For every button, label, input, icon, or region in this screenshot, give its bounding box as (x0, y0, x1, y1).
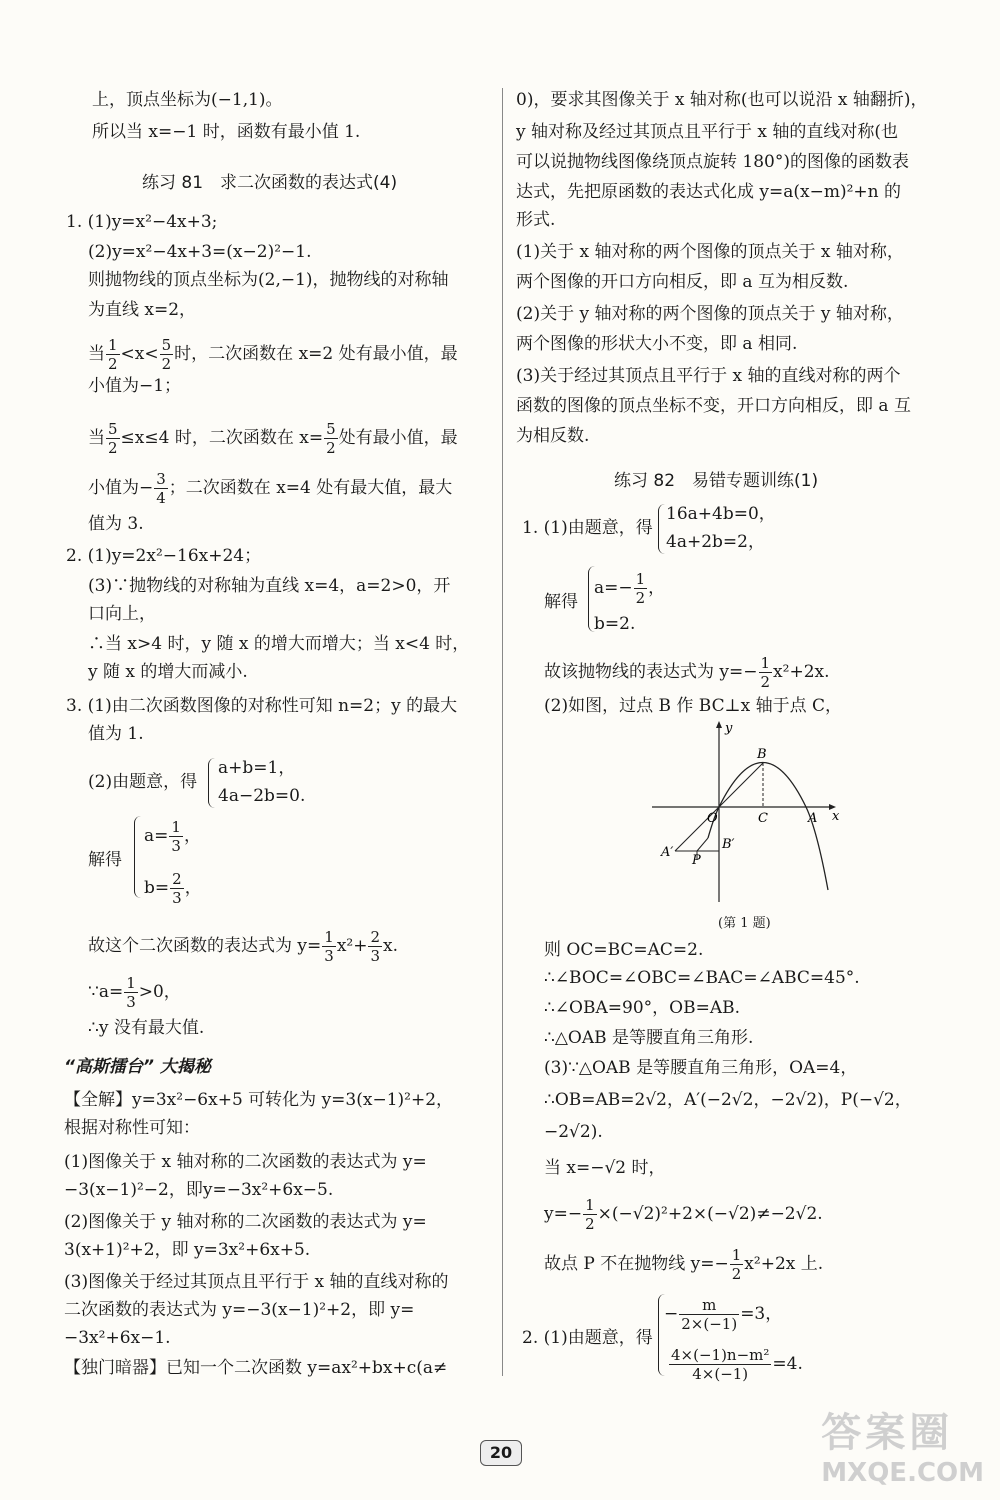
text-part: 故这个二次函数的表达式为 y= (88, 936, 322, 956)
text-part: 处有最小值，最 (338, 428, 458, 448)
text-line (88, 974, 181, 1011)
text-line: 形式. (516, 210, 556, 230)
text-line: −3x²+6x−1. (64, 1328, 171, 1348)
text-line: (3)∵抛物线的对称轴为直线 x=4，a=2>0，开 (88, 576, 451, 596)
numerator: 1 (126, 974, 136, 992)
text-line: 【全解】y=3x²−6x+5 可转化为 y=3(x−1)²+2， (64, 1090, 454, 1110)
text-line: 为直线 x=2， (88, 300, 197, 320)
text-line: 两个图像的形状大小不变，即 a 相同. (516, 334, 798, 354)
text-line: ∴OB=AB=2√2，A′(−2√2，−2√2)，P(−√2， (544, 1090, 912, 1110)
numerator: 2 (172, 870, 182, 888)
y-axis-arrow (716, 721, 722, 728)
label-o: O (707, 811, 718, 826)
fraction (169, 818, 183, 855)
text-line: 函数的图像的顶点坐标不变，开口方向相反，即 a 互 (516, 396, 911, 416)
text-part: 当 (88, 344, 105, 364)
text-line: (2)由题意，得 (88, 772, 198, 792)
numerator: 1 (731, 1246, 742, 1264)
denominator: 2 (108, 439, 118, 457)
segment-p (697, 838, 708, 851)
text-line: 根据对称性可知： (64, 1118, 200, 1138)
text-line (544, 654, 830, 691)
equation: − $\frac{m}{2\times(-1)}$ =3， (664, 1296, 783, 1333)
text-part: x²+2x. (773, 662, 830, 682)
fraction (106, 420, 120, 457)
denominator: 2 (161, 355, 172, 373)
fraction (679, 1296, 739, 1333)
numerator: 5 (108, 420, 118, 438)
text-part: x. (383, 936, 399, 956)
numerator: 5 (326, 420, 336, 438)
text-line: ∴y 没有最大值. (88, 1018, 205, 1038)
brace (658, 504, 665, 554)
text-line: 当 x=−√2 时， (544, 1158, 666, 1178)
text-line: (3)关于经过其顶点且平行于 x 轴的直线对称的两个 (516, 366, 901, 386)
denominator: 4 (156, 489, 166, 507)
text-part: =3， (740, 1304, 783, 1324)
text-line: (2)图像关于 y 轴对称的二次函数的表达式为 y= (64, 1212, 427, 1232)
text-line: 2. (1)由题意，得 (522, 1328, 653, 1348)
parabola-curve (719, 763, 828, 891)
numerator: 1 (324, 928, 334, 946)
fraction (759, 654, 773, 691)
text-line: ∴△OAB 是等腰直角三角形. (544, 1028, 754, 1048)
text-line: 3. (1)由二次函数图像的对称性可知 n=2；y 的最大 (66, 696, 458, 716)
denominator: 2 (760, 673, 771, 691)
fraction (583, 1196, 597, 1233)
column-divider (502, 88, 503, 1376)
label-c: C (758, 811, 768, 826)
text-line: 3(x+1)²+2，即 y=3x²+6x+5. (64, 1240, 311, 1260)
segment-ob (719, 763, 763, 807)
fraction (106, 336, 120, 373)
text-line: (1)图像关于 x 轴对称的二次函数的表达式为 y= (64, 1152, 427, 1172)
text-part: 时，二次函数在 x=2 处有最小值，最 (174, 344, 458, 364)
numerator: 5 (161, 336, 172, 354)
text-line: 两个图像的开口方向相反，即 a 互为相反数. (516, 272, 849, 292)
fraction (124, 974, 138, 1011)
denominator: 2×(−1) (681, 1315, 738, 1333)
text-line: 解得 (544, 592, 578, 612)
label-b: B (757, 747, 767, 762)
text-line: 值为 3. (88, 514, 144, 534)
fraction (368, 928, 382, 965)
equation: 4a−2b=0. (218, 786, 306, 806)
brace (208, 758, 215, 808)
label-a: A (808, 811, 818, 826)
text-line: 口向上， (88, 604, 156, 624)
text-line: 则抛物线的顶点坐标为(2,−1)，抛物线的对称轴 (88, 270, 449, 290)
text-part: 当 (88, 428, 105, 448)
text-line: (2)如图，过点 B 作 BC⊥x 轴于点 C， (544, 696, 842, 716)
text-line: 2. (1)y=2x²−16x+24； (66, 546, 262, 566)
text-part: x²+ (336, 936, 368, 956)
text-part: x²+2x 上. (744, 1254, 824, 1274)
text-line (88, 336, 458, 373)
text-part: 小值为− (88, 478, 154, 498)
text-part: a=− (594, 578, 633, 598)
text-line: (2)y=x²−4x+3=(x−2)²−1. (88, 242, 312, 262)
text-line: y 随 x 的增大而减小. (88, 662, 248, 682)
equation (668, 1346, 803, 1383)
label-b-prime: B′ (722, 837, 735, 852)
numerator: 4×(−1)n−m² (671, 1346, 770, 1364)
numerator: m (679, 1296, 739, 1315)
denominator: 2 (326, 439, 336, 457)
fraction (322, 928, 336, 965)
text-line: 值为 1. (88, 724, 144, 744)
text-part: ；二次函数在 x=4 处有最大值，最大 (168, 478, 453, 498)
text-line: (1)关于 x 轴对称的两个图像的顶点关于 x 轴对称， (516, 242, 904, 262)
equation: a+b=1， (218, 758, 296, 778)
text-line: 所以当 x=−1 时，函数有最小值 1. (92, 122, 361, 142)
figure-caption: (第 1 题) (718, 916, 771, 931)
text-line: 1. (1)由题意，得 (522, 518, 653, 538)
brace (134, 816, 141, 898)
text-part: ∵a= (88, 982, 124, 1002)
denominator: 3 (370, 947, 381, 965)
text-part: 故该抛物线的表达式为 y=− (544, 662, 758, 682)
text-line (88, 420, 458, 457)
denominator: 2 (108, 355, 118, 373)
equation: 4a+2b=2， (666, 532, 765, 552)
text-part: 故点 P 不在抛物线 y=− (544, 1254, 729, 1274)
text-line (88, 470, 452, 507)
denominator: 3 (172, 889, 182, 907)
text-part: b= (144, 878, 170, 898)
label-a-prime: A′ (661, 845, 674, 860)
equation: 16a+4b=0， (666, 504, 776, 524)
text-line: 为相反数. (516, 426, 590, 446)
text-line: ∴当 x>4 时，y 随 x 的增大而增大；当 x<4 时， (88, 634, 470, 654)
text-part: a= (144, 826, 169, 846)
parabola-figure (644, 720, 854, 910)
denominator: 3 (324, 947, 334, 965)
label-y: y (725, 721, 733, 736)
text-line: 1. (1)y=x²−4x+3; (66, 212, 218, 232)
numerator: 1 (585, 1196, 595, 1214)
fraction (324, 420, 338, 457)
text-line: (3)图像关于经过其顶点且平行于 x 轴的直线对称的 (64, 1272, 449, 1292)
page-number: 20 (480, 1440, 522, 1466)
numerator: 1 (171, 818, 181, 836)
watermark (821, 1401, 984, 1488)
denominator: 2 (585, 1215, 595, 1233)
text-line: 【独门暗器】已知一个二次函数 y=ax²+bx+c(a≠ (64, 1358, 448, 1378)
text-part: ×(−√2)²+2×(−√2)≠−2√2. (597, 1204, 823, 1224)
text-part: <x< (120, 344, 159, 364)
label-p: P (692, 853, 701, 868)
text-part: ≤x≤4 时，二次函数在 x= (120, 428, 324, 448)
denominator: 3 (171, 837, 181, 855)
denominator: 4×(−1) (692, 1365, 749, 1383)
fraction (160, 336, 174, 373)
equation: b=2. (594, 614, 636, 634)
section-title-82: 练习 82 易错专题训练(1) (614, 471, 819, 491)
text-line: −3(x−1)²−2，即y=−3x²+6x−5. (64, 1180, 334, 1200)
text-line: 达式，先把原函数的表达式化成 y=a(x−m)²+n 的 (516, 182, 902, 202)
fraction (730, 1246, 744, 1283)
text-line: 小值为−1； (88, 376, 182, 396)
fraction (634, 570, 648, 607)
fraction (669, 1346, 771, 1383)
text-line: 上，顶点坐标为(−1,1)。 (92, 90, 283, 110)
text-line: ∴∠BOC=∠OBC=∠BAC=∠ABC=45°. (544, 968, 860, 988)
numerator: 2 (370, 928, 381, 946)
text-line (544, 1246, 823, 1283)
text-line: 则 OC=BC=AC=2. (544, 940, 704, 960)
numerator: 1 (760, 654, 771, 672)
numerator: 3 (156, 470, 166, 488)
section-title-81: 练习 81 求二次函数的表达式(4) (142, 173, 398, 193)
equation: b= $\frac{2}{3}$ ， (144, 870, 202, 907)
numerator: 1 (108, 336, 118, 354)
text-line: 二次函数的表达式为 y=−3(x−1)²+2，即 y= (64, 1300, 415, 1320)
text-line: 可以说抛物线图像绕顶点旋转 180°)的图像的函数表 (516, 152, 909, 172)
denominator: 3 (126, 993, 136, 1011)
numerator: 1 (635, 570, 646, 588)
text-line: −2√2). (544, 1122, 603, 1142)
gauss-section-title: “高斯擂台” 大揭秘 (64, 1057, 211, 1077)
label-x: x (832, 809, 840, 824)
text-part: >0， (138, 982, 181, 1002)
text-line: y 轴对称及经过其顶点且平行于 x 轴的直线对称(也 (516, 122, 899, 142)
text-line: ∴∠OBA=90°，OB=AB. (544, 998, 740, 1018)
fraction (170, 870, 184, 907)
text-line: (2)关于 y 轴对称的两个图像的顶点关于 y 轴对称， (516, 304, 904, 324)
fraction (154, 470, 168, 507)
watermark-url: MXQE.COM (821, 1458, 984, 1488)
equation: a=− $\frac{1}{2}$ ， (594, 570, 666, 607)
text-line (88, 928, 398, 965)
equation: a= $\frac{1}{3}$ ， (144, 818, 201, 855)
text-line: 0)，要求其图像关于 x 轴对称(也可以说沿 x 轴翻折)， (516, 90, 928, 110)
watermark-logo-text: 答案圈 (821, 1410, 954, 1456)
text-line: (3)∵△OAB 是等腰直角三角形，OA=4， (544, 1058, 858, 1078)
text-line: 解得 (88, 850, 122, 870)
text-part: =4. (772, 1354, 803, 1374)
text-part: y=− (544, 1204, 583, 1224)
text-line (544, 1196, 823, 1233)
denominator: 2 (635, 589, 646, 607)
denominator: 2 (731, 1265, 742, 1283)
